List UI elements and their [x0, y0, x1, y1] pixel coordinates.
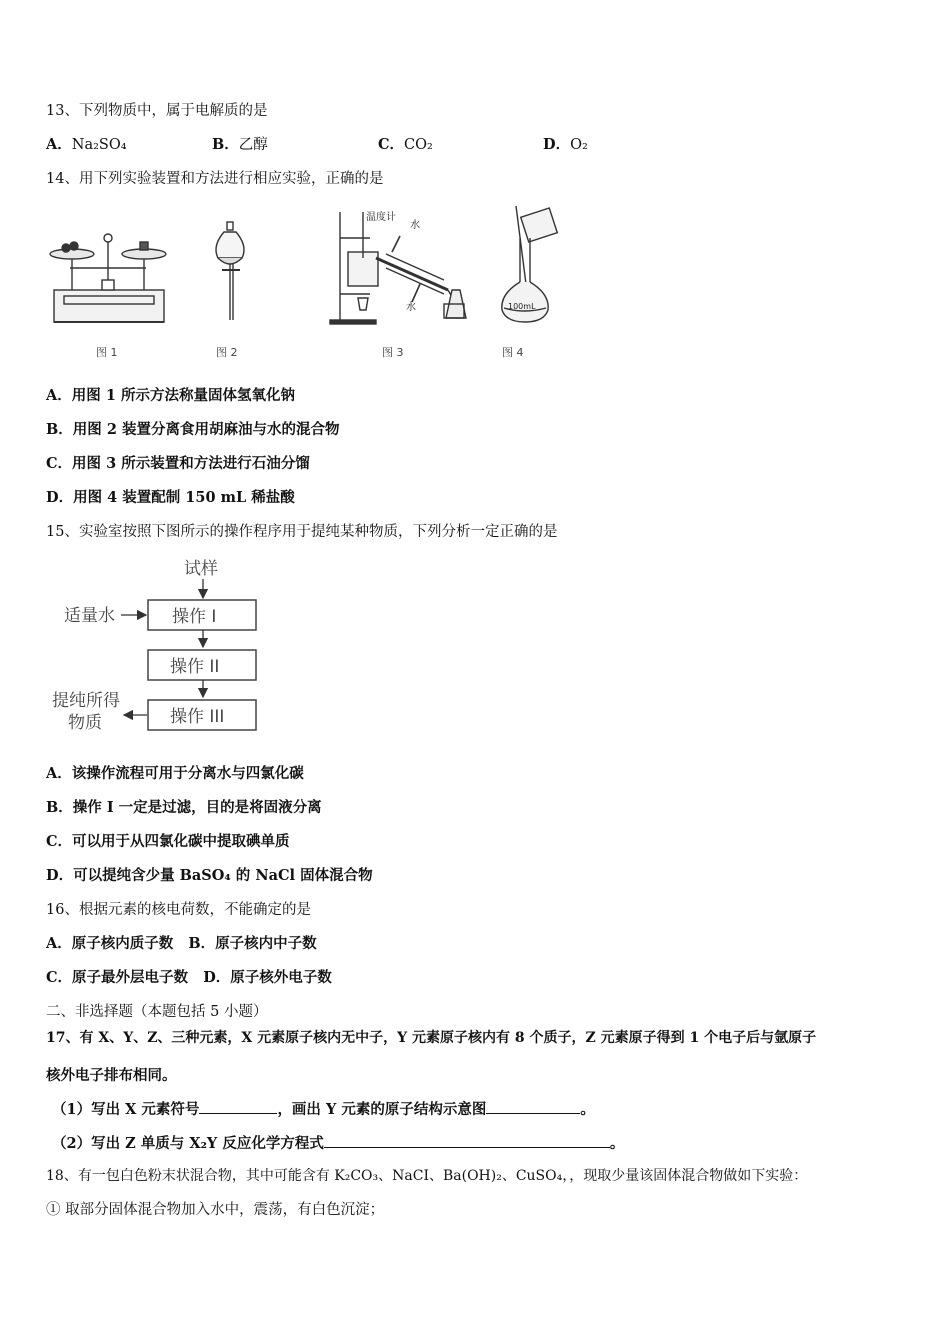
q16-options-row1: A．原子核内质子数 B．原子核内中子数 [46, 935, 317, 952]
q15-option-b: B．操作 I 一定是过滤，目的是将固液分离 [46, 799, 322, 816]
flask-volume-label: 100mL [508, 302, 536, 311]
q18-line1: 18、有一包白色粉末状混合物，其中可能含有 K₂CO₃、NaCI、Ba(OH)₂、CuSO₄，，现取少量该固体混合物做如下实验： [46, 1168, 808, 1184]
flow-product-line1: 提纯所得 [52, 691, 120, 711]
q17-line1: 17、有 X、Y、Z、三种元素，X 元素原子核内无中子，Y 元素原子核内有 8 个质子，Z 元素原子得到 1 个电子后与氩原子 [46, 1030, 817, 1046]
answer-blank-x-symbol[interactable] [199, 1098, 277, 1114]
figure-1-label: 图 1 [96, 346, 118, 359]
flow-op3: 操作 III [170, 707, 225, 727]
water-out-label: 水 [406, 302, 416, 313]
q17-sub2: （2）写出 Z 单质与 X₂Y 反应化学方程式 。 [52, 1132, 624, 1154]
water-in-label: 水 [410, 220, 420, 231]
q17-line2: 核外电子排布相同。 [46, 1067, 177, 1084]
answer-blank-equation[interactable] [324, 1132, 610, 1148]
balance-figure [50, 234, 166, 322]
q15-flowchart [46, 554, 286, 740]
q14-option-a: A．用图 1 所示方法称量固体氢氧化钠 [46, 387, 295, 404]
figure-3-label: 图 3 [382, 346, 404, 359]
q13-option-a: A．Na₂SO₄ [46, 136, 127, 153]
q14-stem: 14、用下列实验装置和方法进行相应实验，正确的是 [46, 171, 384, 187]
answer-blank-y-structure[interactable] [486, 1098, 580, 1114]
q15-option-a: A．该操作流程可用于分离水与四氯化碳 [46, 765, 304, 782]
figure-4-label: 图 4 [502, 346, 524, 359]
q15-option-c: C．可以用于从四氯化碳中提取碘单质 [46, 833, 290, 850]
q16-options-row2: C．原子最外层电子数 D．原子核外电子数 [46, 969, 332, 986]
flow-op2: 操作 II [170, 657, 220, 677]
q16-stem: 16、根据元素的核电荷数，不能确定的是 [46, 902, 311, 918]
flow-sample: 试样 [184, 559, 218, 579]
q13-option-c: C．CO₂ [378, 136, 433, 153]
q18-line2: ① 取部分固体混合物加入水中，震荡，有白色沉淀； [46, 1202, 385, 1218]
figure-2-label: 图 2 [216, 346, 238, 359]
q14-option-d: D．用图 4 装置配制 150 mL 稀盐酸 [46, 489, 295, 506]
flow-product-line2: 物质 [68, 713, 102, 733]
q13-option-d: D．O₂ [543, 136, 588, 153]
q17-sub1: （1）写出 X 元素符号 ，画出 Y 元素的原子结构示意图 。 [52, 1098, 595, 1120]
thermometer-label: 温度计 [366, 212, 396, 223]
q13-option-b: B．乙醇 [212, 136, 268, 153]
q13-stem: 13、下列物质中，属于电解质的是 [46, 103, 268, 119]
q14-option-b: B．用图 2 装置分离食用胡麻油与水的混合物 [46, 421, 340, 438]
q14-option-c: C．用图 3 所示装置和方法进行石油分馏 [46, 455, 310, 472]
q15-option-d: D．可以提纯含少量 BaSO₄ 的 NaCl 固体混合物 [46, 867, 373, 884]
section-heading: 二、非选择题（本题包括 5 小题） [46, 1004, 268, 1020]
flow-op1: 操作 I [172, 607, 217, 627]
flow-water: 适量水 [64, 606, 115, 626]
q14-figures [40, 198, 600, 368]
q15-stem: 15、实验室按照下图所示的操作程序用于提纯某种物质，下列分析一定正确的是 [46, 524, 558, 540]
separatory-funnel-figure [216, 222, 244, 320]
distillation-figure [330, 212, 466, 324]
